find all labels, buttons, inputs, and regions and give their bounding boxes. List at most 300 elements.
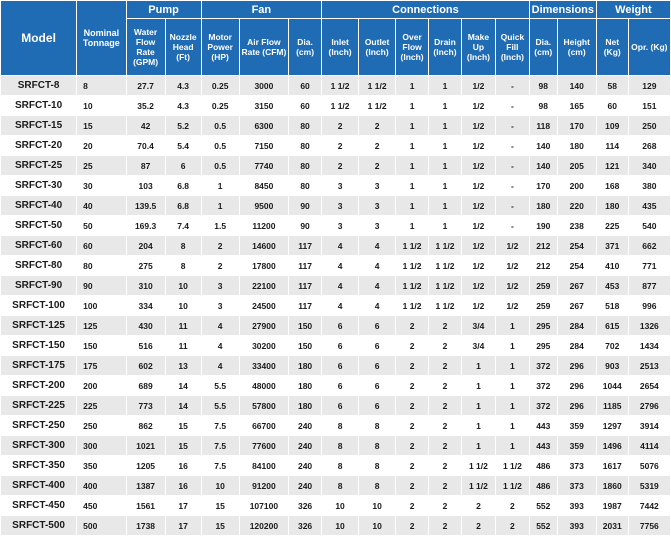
table-cell: 1 (396, 156, 429, 176)
table-cell: 996 (628, 296, 670, 316)
table-cell: - (495, 116, 529, 136)
table-cell: 0.25 (201, 76, 239, 96)
table-cell: 254 (557, 256, 596, 276)
table-cell: 7.5 (201, 436, 239, 456)
table-cell: 350 (77, 456, 126, 476)
table-cell: 359 (557, 416, 596, 436)
header-group-dimensions: Dimensions (529, 1, 596, 19)
table-cell: 1/2 (461, 176, 495, 196)
table-cell: 250 (628, 116, 670, 136)
header-opr-weight: Opr. (Kg) (628, 19, 670, 76)
table-cell: 170 (529, 176, 557, 196)
table-cell: 1/2 (495, 236, 529, 256)
table-cell: 2 (396, 316, 429, 336)
table-cell: 1 1/2 (396, 296, 429, 316)
table-cell: 140 (529, 156, 557, 176)
table-cell: 1/2 (461, 236, 495, 256)
table-cell: 2 (429, 436, 462, 456)
table-cell: 98 (529, 76, 557, 96)
table-cell: 50 (77, 216, 126, 236)
table-cell: 372 (529, 356, 557, 376)
table-cell: 662 (628, 236, 670, 256)
table-cell: 2 (429, 456, 462, 476)
table-cell: 90 (77, 276, 126, 296)
table-cell: 296 (557, 356, 596, 376)
table-cell: 3 (359, 196, 396, 216)
table-cell: 1 (396, 116, 429, 136)
table-cell: 334 (126, 296, 165, 316)
table-cell: 1496 (596, 436, 628, 456)
table-cell: 268 (628, 136, 670, 156)
table-row (1, 496, 671, 516)
table-cell: 8 (77, 76, 126, 96)
header-water-flow: Water Flow Rate (GPM) (126, 19, 165, 76)
table-cell: 1 (396, 76, 429, 96)
table-cell: 7740 (239, 156, 288, 176)
table-cell: 15 (201, 516, 239, 536)
table-cell: 150 (77, 336, 126, 356)
header-inlet: Inlet (Inch) (322, 19, 359, 76)
table-cell: 259 (529, 276, 557, 296)
table-cell: 10 (165, 276, 201, 296)
table-cell: 8 (359, 476, 396, 496)
table-cell: 2 (429, 516, 462, 536)
table-cell: 3 (322, 216, 359, 236)
table-cell: 240 (289, 416, 322, 436)
table-cell: 3 (322, 176, 359, 196)
table-cell: 80 (289, 116, 322, 136)
table-cell: 1 1/2 (396, 276, 429, 296)
table-cell: 1 1/2 (359, 76, 396, 96)
table-row (1, 76, 671, 96)
table-cell: 8 (322, 456, 359, 476)
table-cell: 1/2 (461, 276, 495, 296)
table-cell: 3/4 (461, 316, 495, 336)
table-cell: 1 (495, 436, 529, 456)
table-cell: 1/2 (461, 116, 495, 136)
table-cell: 3 (201, 276, 239, 296)
table-cell: 2 (322, 156, 359, 176)
table-cell: 25 (77, 156, 126, 176)
table-cell: 27900 (239, 316, 288, 336)
table-cell: 1326 (628, 316, 670, 336)
table-cell: - (495, 156, 529, 176)
table-cell: 1 (429, 76, 462, 96)
table-cell: 443 (529, 416, 557, 436)
header-dim-dia: Dia. (cm) (529, 19, 557, 76)
table-cell: 98 (529, 96, 557, 116)
table-row (1, 176, 671, 196)
table-cell: 2 (429, 396, 462, 416)
table-cell: 118 (529, 116, 557, 136)
model-cell: SRFCT-15 (1, 116, 77, 136)
table-cell: 1 1/2 (322, 96, 359, 116)
table-cell: 22100 (239, 276, 288, 296)
table-cell: 6.8 (165, 176, 201, 196)
model-cell: SRFCT-125 (1, 316, 77, 336)
table-cell: 359 (557, 436, 596, 456)
table-cell: 80 (77, 256, 126, 276)
table-cell: 1 (461, 416, 495, 436)
table-cell: 1 (396, 216, 429, 236)
table-cell: 1 (461, 396, 495, 416)
table-cell: 3 (359, 216, 396, 236)
table-cell: 2 (322, 136, 359, 156)
model-cell: SRFCT-250 (1, 416, 77, 436)
table-cell: 200 (77, 376, 126, 396)
table-cell: 453 (596, 276, 628, 296)
table-cell: 552 (529, 496, 557, 516)
table-cell: 150 (289, 336, 322, 356)
header-overflow: Over Flow (Inch) (396, 19, 429, 76)
table-cell: 284 (557, 316, 596, 336)
table-cell: 1 (429, 176, 462, 196)
header-outlet: Outlet (Inch) (359, 19, 396, 76)
table-cell: 4114 (628, 436, 670, 456)
table-cell: 204 (126, 236, 165, 256)
table-cell: 6 (322, 396, 359, 416)
table-cell: 373 (557, 456, 596, 476)
model-cell: SRFCT-175 (1, 356, 77, 376)
table-cell: 903 (596, 356, 628, 376)
table-cell: 42 (126, 116, 165, 136)
table-cell: 615 (596, 316, 628, 336)
table-cell: 0.5 (201, 156, 239, 176)
model-cell: SRFCT-50 (1, 216, 77, 236)
table-cell: 240 (289, 436, 322, 456)
table-cell: 4 (322, 276, 359, 296)
table-cell: 11200 (239, 216, 288, 236)
table-cell: 2 (495, 496, 529, 516)
model-cell: SRFCT-80 (1, 256, 77, 276)
table-cell: 3 (322, 196, 359, 216)
table-cell: 17 (165, 516, 201, 536)
table-cell: 8 (322, 476, 359, 496)
table-cell: - (495, 96, 529, 116)
table-row (1, 376, 671, 396)
table-cell: 7442 (628, 496, 670, 516)
table-cell: 2 (429, 356, 462, 376)
table-cell: 1044 (596, 376, 628, 396)
table-cell: 205 (557, 156, 596, 176)
table-cell: 373 (557, 476, 596, 496)
table-cell: 60 (289, 96, 322, 116)
table-cell: 8 (359, 416, 396, 436)
table-row (1, 316, 671, 336)
table-cell: 6 (322, 356, 359, 376)
table-cell: 6.8 (165, 196, 201, 216)
table-cell: 2 (396, 336, 429, 356)
table-cell: 60 (289, 76, 322, 96)
table-cell: 175 (77, 356, 126, 376)
table-cell: 340 (628, 156, 670, 176)
table-cell: 4 (359, 256, 396, 276)
table-cell: 17 (165, 496, 201, 516)
model-cell: SRFCT-150 (1, 336, 77, 356)
table-cell: 150 (289, 316, 322, 336)
table-cell: 140 (557, 76, 596, 96)
table-cell: 151 (628, 96, 670, 116)
table-cell: 1 (429, 116, 462, 136)
header-model: Model (1, 1, 77, 76)
table-cell: 1 1/2 (396, 236, 429, 256)
table-cell: 1/2 (461, 96, 495, 116)
table-cell: 1 1/2 (429, 296, 462, 316)
table-row (1, 356, 671, 376)
table-cell: 8 (165, 256, 201, 276)
table-cell: 190 (529, 216, 557, 236)
table-cell: 1 (495, 336, 529, 356)
table-cell: 284 (557, 336, 596, 356)
table-row (1, 516, 671, 536)
table-cell: 7150 (239, 136, 288, 156)
header-motor-power: Motor Power (HP) (201, 19, 239, 76)
table-cell: 6 (359, 356, 396, 376)
table-cell: 6 (359, 396, 396, 416)
table-cell: 2 (396, 496, 429, 516)
table-cell: 117 (289, 256, 322, 276)
table-cell: 267 (557, 276, 596, 296)
header-air-flow: Air Flow Rate (CFM) (239, 19, 288, 76)
table-cell: 702 (596, 336, 628, 356)
table-cell: 180 (289, 376, 322, 396)
table-cell: 100 (77, 296, 126, 316)
table-cell: 1 (201, 196, 239, 216)
table-cell: 4 (322, 236, 359, 256)
table-cell: 372 (529, 396, 557, 416)
table-cell: 8 (359, 456, 396, 476)
table-cell: 170 (557, 116, 596, 136)
table-cell: 2 (396, 396, 429, 416)
table-cell: 24500 (239, 296, 288, 316)
table-cell: 121 (596, 156, 628, 176)
table-cell: 117 (289, 296, 322, 316)
table-cell: 2796 (628, 396, 670, 416)
table-cell: 109 (596, 116, 628, 136)
table-cell: 2 (359, 136, 396, 156)
table-cell: 6 (322, 376, 359, 396)
table-cell: 30200 (239, 336, 288, 356)
table-cell: 15 (165, 436, 201, 456)
table-cell: 2 (429, 476, 462, 496)
table-cell: 84100 (239, 456, 288, 476)
table-cell: 1/2 (461, 196, 495, 216)
table-cell: 6 (359, 316, 396, 336)
table-cell: 91200 (239, 476, 288, 496)
table-cell: 107100 (239, 496, 288, 516)
table-cell: 10 (359, 516, 396, 536)
header-fan-dia: Dia. (cm) (289, 19, 322, 76)
table-row (1, 196, 671, 216)
table-cell: 552 (529, 516, 557, 536)
table-cell: 862 (126, 416, 165, 436)
table-row (1, 436, 671, 456)
table-cell: 8 (165, 236, 201, 256)
table-cell: 9500 (239, 196, 288, 216)
table-cell: 169.3 (126, 216, 165, 236)
table-cell: 380 (628, 176, 670, 196)
table-header (1, 1, 671, 76)
model-cell: SRFCT-350 (1, 456, 77, 476)
table-cell: 15 (77, 116, 126, 136)
header-drain: Drain (Inch) (429, 19, 462, 76)
table-cell: 11 (165, 316, 201, 336)
table-cell: 2 (359, 116, 396, 136)
table-cell: 2 (396, 376, 429, 396)
table-row (1, 416, 671, 436)
table-cell: 4 (201, 356, 239, 376)
table-cell: 1/2 (461, 156, 495, 176)
table-cell: 5.4 (165, 136, 201, 156)
header-group-connections: Connections (322, 1, 530, 19)
table-cell: 8450 (239, 176, 288, 196)
table-cell: 90 (289, 216, 322, 236)
table-cell: 602 (126, 356, 165, 376)
table-cell: 0.5 (201, 116, 239, 136)
table-cell: 296 (557, 376, 596, 396)
table-cell: 1 1/2 (495, 456, 529, 476)
table-cell: 2 (201, 236, 239, 256)
table-cell: 1 (461, 436, 495, 456)
table-cell: 371 (596, 236, 628, 256)
model-cell: SRFCT-20 (1, 136, 77, 156)
table-cell: 2 (396, 456, 429, 476)
table-cell: 6 (322, 316, 359, 336)
table-cell: 300 (77, 436, 126, 456)
table-cell: - (495, 176, 529, 196)
table-cell: 4.3 (165, 76, 201, 96)
table-cell: 2 (429, 336, 462, 356)
table-cell: 1205 (126, 456, 165, 476)
table-cell: 2 (429, 376, 462, 396)
table-cell: 1/2 (461, 76, 495, 96)
table-cell: 1 (396, 176, 429, 196)
table-cell: 180 (289, 356, 322, 376)
table-row (1, 276, 671, 296)
table-cell: 2 (461, 516, 495, 536)
table-cell: 1387 (126, 476, 165, 496)
table-cell: 8 (322, 436, 359, 456)
table-cell: 1/2 (495, 256, 529, 276)
header-net-weight: Net (Kg) (596, 19, 628, 76)
table-cell: 10 (359, 496, 396, 516)
table-cell: 240 (289, 476, 322, 496)
table-cell: 1738 (126, 516, 165, 536)
model-cell: SRFCT-200 (1, 376, 77, 396)
table-cell: 1 (396, 96, 429, 116)
table-cell: 1 (429, 96, 462, 116)
table-cell: 1 1/2 (429, 256, 462, 276)
table-cell: 1 1/2 (429, 276, 462, 296)
table-cell: 6300 (239, 116, 288, 136)
table-cell: 4 (201, 336, 239, 356)
table-cell: 2 (429, 496, 462, 516)
table-cell: 5076 (628, 456, 670, 476)
table-cell: 6 (359, 336, 396, 356)
table-cell: 7.5 (201, 456, 239, 476)
table-cell: 238 (557, 216, 596, 236)
table-cell: 1/2 (461, 296, 495, 316)
table-cell: 518 (596, 296, 628, 316)
table-cell: 1 1/2 (461, 456, 495, 476)
table-cell: 1 (201, 176, 239, 196)
table-cell: 10 (322, 496, 359, 516)
table-cell: 2 (429, 316, 462, 336)
table-cell: 516 (126, 336, 165, 356)
table-cell: 140 (529, 136, 557, 156)
table-cell: 4 (359, 236, 396, 256)
model-cell: SRFCT-500 (1, 516, 77, 536)
table-cell: 3150 (239, 96, 288, 116)
table-cell: 295 (529, 336, 557, 356)
table-cell: 10 (165, 296, 201, 316)
table-cell: 3/4 (461, 336, 495, 356)
table-row (1, 396, 671, 416)
table-cell: 200 (557, 176, 596, 196)
model-cell: SRFCT-30 (1, 176, 77, 196)
table-cell: 2 (396, 436, 429, 456)
table-cell: - (495, 196, 529, 216)
table-row (1, 136, 671, 156)
table-cell: 114 (596, 136, 628, 156)
header-quick-fill: Quick Fill (Inch) (495, 19, 529, 76)
table-cell: 13 (165, 356, 201, 376)
table-row (1, 476, 671, 496)
model-cell: SRFCT-450 (1, 496, 77, 516)
table-cell: 80 (289, 176, 322, 196)
table-cell: 310 (126, 276, 165, 296)
table-cell: 2 (359, 156, 396, 176)
table-cell: 165 (557, 96, 596, 116)
table-cell: 5319 (628, 476, 670, 496)
table-cell: 212 (529, 236, 557, 256)
table-cell: 2513 (628, 356, 670, 376)
table-cell: 443 (529, 436, 557, 456)
table-cell: 1 (461, 376, 495, 396)
table-cell: - (495, 136, 529, 156)
table-cell: 2 (495, 516, 529, 536)
table-cell: 57800 (239, 396, 288, 416)
table-cell: - (495, 76, 529, 96)
header-height: Height (cm) (557, 19, 596, 76)
table-cell: 486 (529, 476, 557, 496)
table-cell: 267 (557, 296, 596, 316)
table-cell: 20 (77, 136, 126, 156)
table-cell: 180 (557, 136, 596, 156)
table-cell: 225 (596, 216, 628, 236)
table-cell: 7.4 (165, 216, 201, 236)
table-cell: 4 (359, 276, 396, 296)
table-cell: 393 (557, 516, 596, 536)
table-cell: 1 (429, 136, 462, 156)
table-cell: 180 (596, 196, 628, 216)
model-cell: SRFCT-25 (1, 156, 77, 176)
table-cell: 2 (396, 416, 429, 436)
table-cell: 771 (628, 256, 670, 276)
table-cell: 10 (201, 476, 239, 496)
model-cell: SRFCT-400 (1, 476, 77, 496)
table-cell: 1 (495, 356, 529, 376)
table-cell: 2 (201, 256, 239, 276)
table-cell: 773 (126, 396, 165, 416)
table-cell: 225 (77, 396, 126, 416)
table-cell: 2 (429, 416, 462, 436)
header-group-pump: Pump (126, 1, 201, 19)
table-cell: 3000 (239, 76, 288, 96)
table-cell: 220 (557, 196, 596, 216)
table-cell: 129 (628, 76, 670, 96)
table-cell: 275 (126, 256, 165, 276)
